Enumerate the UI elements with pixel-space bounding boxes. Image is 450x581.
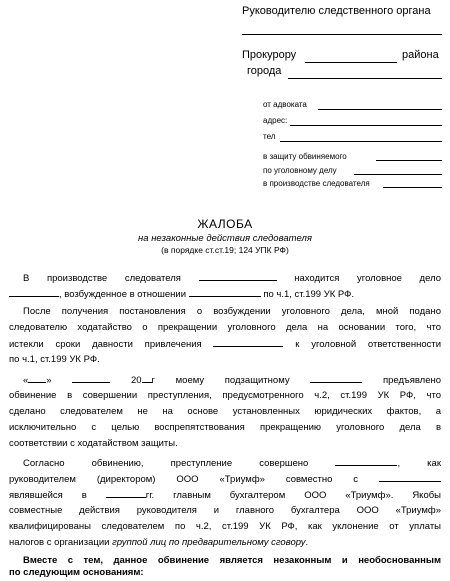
p1-text-d: по ч.1, ст.199 УК РФ.: [263, 289, 355, 300]
p4-text-3a: являвшейся в: [9, 490, 87, 501]
p1-line1: [9, 270, 441, 287]
case-label: по уголовному делу: [263, 166, 337, 175]
p3-year-prefix: 20: [130, 375, 142, 386]
p3-quote-open: «: [23, 375, 29, 386]
p4-text-6b-italic: группой лиц по предварительному сговору: [112, 537, 306, 548]
p2-text-4: по ч.1, ст.199 УК РФ.: [9, 354, 100, 365]
p4-text-3b: гг. главным бухгалтером ООО «Триумф». Якобы: [145, 490, 442, 501]
from-lawyer-label: от адвоката: [263, 100, 307, 109]
p3-text-3: сделано следователем не на основе установленных юридических фактов, а: [9, 406, 441, 417]
p2-line1: [9, 304, 441, 320]
case-number-blank: [9, 286, 59, 297]
p3-line4: [9, 420, 441, 436]
p3-text-5: соответствии с ходатайством защиты.: [9, 438, 178, 449]
p2-text-3a: истекли сроки давности привлечения: [9, 339, 202, 350]
p5-text-1: Вместе с тем, данное обвинение является незаконным и необоснованным: [23, 555, 441, 566]
addressee-head: Руководителю следственного органа: [242, 5, 431, 17]
years-blank: [106, 487, 146, 498]
accused-name-blank: [189, 286, 261, 297]
p4-line6: [9, 535, 308, 551]
p3-quote-close: »: [46, 375, 52, 386]
p4-text-5: квалифицированы следователем по ч.2, ст.199 УК РФ, как уклонение от уплаты: [9, 521, 441, 532]
accused-blank-2: [213, 336, 283, 347]
p4-line3: [9, 487, 441, 504]
document-title: ЖАЛОБА: [197, 217, 253, 231]
accomplice-blank: [379, 471, 441, 482]
p2-line3: [9, 336, 441, 353]
p4-text-1a: Согласно обвинению, преступление совершено: [23, 458, 309, 469]
defense-label: в защиту обвиняемого: [263, 152, 347, 161]
p4-text-1b: , как: [397, 458, 441, 469]
p1-text-c: , возбужденное в отношении: [59, 289, 187, 300]
p1-line2: [9, 286, 354, 303]
p2-text-1: После получения постановления о возбуждении уголовного дела, мной подано: [23, 306, 441, 317]
p4-line2: [9, 471, 441, 488]
p2-line2: [9, 320, 441, 336]
addressee-prosecutor: Прокурору: [242, 49, 297, 61]
p4-line1: [9, 455, 441, 472]
p3-text-1e: предъявлено: [382, 375, 442, 386]
investigator-label: в производстве следователя: [263, 179, 370, 188]
investigator-blank: [383, 187, 442, 188]
p3-line5: [9, 436, 178, 452]
city-blank: [288, 78, 442, 79]
p3-line3: [9, 404, 441, 420]
address-blank: [290, 125, 442, 126]
city-label: города: [247, 65, 282, 77]
p2-text-3b: к уголовной ответственности: [295, 339, 442, 350]
p3-text-4: исключительно с целью воспрепятствования прекращению уголовного дела в: [9, 422, 441, 433]
p3-line2: [9, 388, 441, 404]
crime-date-blank: [335, 455, 397, 466]
phone-blank: [280, 141, 442, 142]
phone-label: тел: [263, 132, 276, 141]
p1-text-a: В производстве следователя: [23, 273, 181, 284]
p4-text-4: совместные действия руководителя и главного бухгалтера ООО «Триумф»: [9, 505, 441, 516]
p4-line4: [9, 503, 441, 519]
defense-blank: [376, 160, 442, 161]
day-blank: [28, 372, 46, 383]
p4-line5: [9, 519, 441, 535]
p3-text-2: обвинение в совершении преступления, предусмотренного ч.2, ст.199 УК РФ, что: [9, 390, 441, 401]
from-lawyer-blank: [318, 109, 442, 110]
p4-text-6c: .: [305, 537, 309, 548]
p5-text-2: по следующим основаниям:: [9, 567, 144, 578]
month-blank: [72, 372, 110, 383]
year-blank: [142, 372, 152, 383]
p3-line1: [9, 372, 441, 389]
p1-text-b: находится уголовное дело: [294, 273, 442, 284]
p2-line4: [9, 352, 100, 368]
document-subtitle: на незаконные действия следователя: [138, 233, 312, 244]
addressee-head-blank: [242, 34, 442, 35]
case-blank: [354, 174, 442, 175]
p5-line2: [9, 565, 144, 581]
district-label: района: [402, 49, 439, 61]
investigator-name-blank: [199, 270, 277, 281]
p4-text-2a: руководителем (директором) ООО «Триумф» совместно с: [9, 474, 359, 485]
client-name-blank: [310, 372, 362, 383]
p3-text-1d: г моему подзащитному: [151, 375, 290, 386]
p4-text-6a: налогов с организации: [9, 537, 110, 548]
p2-text-2: следователю ходатайство о прекращении уголовного дела на основании того, что: [9, 322, 441, 333]
prosecutor-district-blank: [305, 62, 397, 63]
document-legal-basis: (в порядке ст.ст.19; 124 УПК РФ): [161, 245, 289, 255]
address-label: адрес:: [263, 116, 288, 125]
